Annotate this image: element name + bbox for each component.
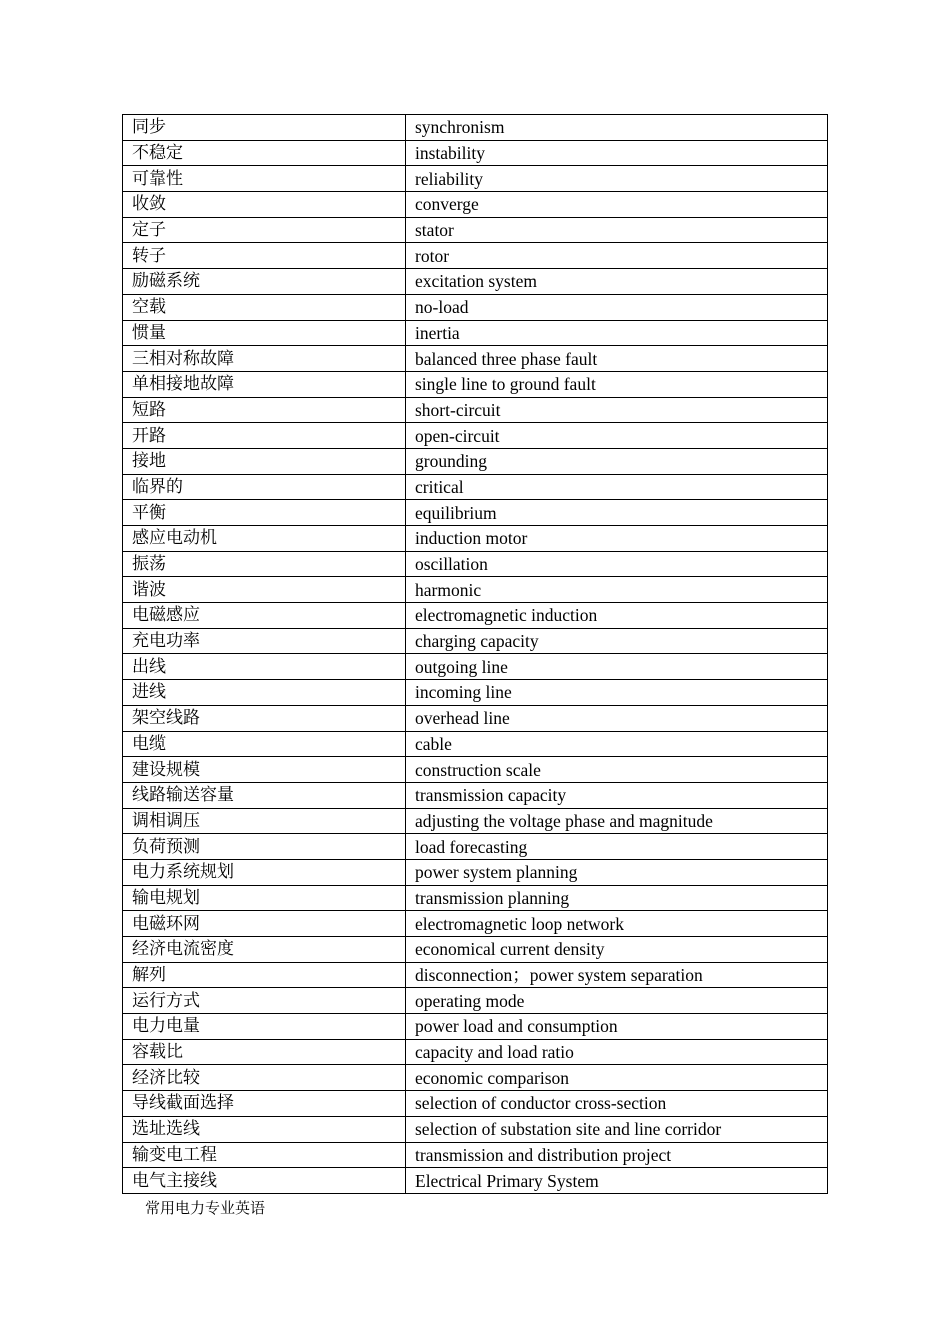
table-row bbox=[123, 988, 828, 1014]
english-term-cell: construction scale bbox=[406, 757, 828, 783]
chinese-term-cell: 短路 bbox=[123, 397, 406, 423]
chinese-term-cell: 振荡 bbox=[123, 551, 406, 577]
table-row bbox=[123, 705, 828, 731]
table-row bbox=[123, 834, 828, 860]
english-term-cell: open-circuit bbox=[406, 423, 828, 449]
table-row bbox=[123, 782, 828, 808]
table-row bbox=[123, 500, 828, 526]
chinese-term-cell: 电气主接线 bbox=[123, 1168, 406, 1194]
table-row bbox=[123, 192, 828, 218]
table-row bbox=[123, 1116, 828, 1142]
english-term-cell: outgoing line bbox=[406, 654, 828, 680]
english-term-cell: incoming line bbox=[406, 680, 828, 706]
english-term-cell: selection of conductor cross-section bbox=[406, 1091, 828, 1117]
table-row bbox=[123, 346, 828, 372]
chinese-term-cell: 出线 bbox=[123, 654, 406, 680]
english-term-cell: overhead line bbox=[406, 705, 828, 731]
english-term-cell: charging capacity bbox=[406, 628, 828, 654]
chinese-term-cell: 经济电流密度 bbox=[123, 937, 406, 963]
table-row bbox=[123, 1014, 828, 1040]
chinese-term-cell: 同步 bbox=[123, 115, 406, 141]
english-term-cell: critical bbox=[406, 474, 828, 500]
table-row bbox=[123, 448, 828, 474]
english-term-cell: excitation system bbox=[406, 269, 828, 295]
table-row bbox=[123, 911, 828, 937]
chinese-term-cell: 单相接地故障 bbox=[123, 371, 406, 397]
glossary-table bbox=[122, 114, 828, 1194]
glossary-table-body bbox=[123, 115, 828, 1194]
table-row bbox=[123, 551, 828, 577]
english-term-cell: economical current density bbox=[406, 937, 828, 963]
chinese-term-cell: 临界的 bbox=[123, 474, 406, 500]
chinese-term-cell: 容载比 bbox=[123, 1039, 406, 1065]
chinese-term-cell: 线路输送容量 bbox=[123, 782, 406, 808]
table-row bbox=[123, 140, 828, 166]
table-row bbox=[123, 320, 828, 346]
chinese-term-cell: 充电功率 bbox=[123, 628, 406, 654]
english-term-cell: instability bbox=[406, 140, 828, 166]
table-row bbox=[123, 731, 828, 757]
table-row bbox=[123, 1168, 828, 1194]
english-term-cell: single line to ground fault bbox=[406, 371, 828, 397]
table-row bbox=[123, 166, 828, 192]
table-row bbox=[123, 757, 828, 783]
chinese-term-cell: 三相对称故障 bbox=[123, 346, 406, 372]
table-row bbox=[123, 115, 828, 141]
chinese-term-cell: 空载 bbox=[123, 294, 406, 320]
table-row bbox=[123, 680, 828, 706]
english-term-cell: harmonic bbox=[406, 577, 828, 603]
chinese-term-cell: 惯量 bbox=[123, 320, 406, 346]
english-term-cell: Electrical Primary System bbox=[406, 1168, 828, 1194]
english-term-cell: selection of substation site and line corridor bbox=[406, 1116, 828, 1142]
table-row bbox=[123, 859, 828, 885]
table-row bbox=[123, 1039, 828, 1065]
english-term-cell: cable bbox=[406, 731, 828, 757]
english-term-cell: transmission capacity bbox=[406, 782, 828, 808]
english-term-cell: inertia bbox=[406, 320, 828, 346]
chinese-term-cell: 解列 bbox=[123, 962, 406, 988]
chinese-term-cell: 导线截面选择 bbox=[123, 1091, 406, 1117]
english-term-cell: short-circuit bbox=[406, 397, 828, 423]
english-term-cell: disconnection；power system separation bbox=[406, 962, 828, 988]
table-row bbox=[123, 885, 828, 911]
chinese-term-cell: 运行方式 bbox=[123, 988, 406, 1014]
table-row bbox=[123, 371, 828, 397]
english-term-cell: synchronism bbox=[406, 115, 828, 141]
chinese-term-cell: 电力系统规划 bbox=[123, 859, 406, 885]
english-term-cell: power system planning bbox=[406, 859, 828, 885]
chinese-term-cell: 电磁环网 bbox=[123, 911, 406, 937]
chinese-term-cell: 输变电工程 bbox=[123, 1142, 406, 1168]
chinese-term-cell: 架空线路 bbox=[123, 705, 406, 731]
table-row bbox=[123, 1065, 828, 1091]
english-term-cell: adjusting the voltage phase and magnitude bbox=[406, 808, 828, 834]
chinese-term-cell: 不稳定 bbox=[123, 140, 406, 166]
english-term-cell: induction motor bbox=[406, 526, 828, 552]
footer-caption: 常用电力专业英语 bbox=[145, 1199, 266, 1217]
chinese-term-cell: 谐波 bbox=[123, 577, 406, 603]
chinese-term-cell: 定子 bbox=[123, 217, 406, 243]
chinese-term-cell: 进线 bbox=[123, 680, 406, 706]
table-row bbox=[123, 526, 828, 552]
english-term-cell: load forecasting bbox=[406, 834, 828, 860]
english-term-cell: capacity and load ratio bbox=[406, 1039, 828, 1065]
english-term-cell: transmission planning bbox=[406, 885, 828, 911]
english-term-cell: economic comparison bbox=[406, 1065, 828, 1091]
english-term-cell: converge bbox=[406, 192, 828, 218]
chinese-term-cell: 经济比较 bbox=[123, 1065, 406, 1091]
chinese-term-cell: 输电规划 bbox=[123, 885, 406, 911]
english-term-cell: grounding bbox=[406, 448, 828, 474]
chinese-term-cell: 电缆 bbox=[123, 731, 406, 757]
table-row bbox=[123, 397, 828, 423]
english-term-cell: operating mode bbox=[406, 988, 828, 1014]
table-row bbox=[123, 603, 828, 629]
table-row bbox=[123, 423, 828, 449]
english-term-cell: rotor bbox=[406, 243, 828, 269]
chinese-term-cell: 感应电动机 bbox=[123, 526, 406, 552]
chinese-term-cell: 可靠性 bbox=[123, 166, 406, 192]
chinese-term-cell: 电磁感应 bbox=[123, 603, 406, 629]
chinese-term-cell: 收敛 bbox=[123, 192, 406, 218]
chinese-term-cell: 建设规模 bbox=[123, 757, 406, 783]
english-term-cell: electromagnetic induction bbox=[406, 603, 828, 629]
english-term-cell: electromagnetic loop network bbox=[406, 911, 828, 937]
chinese-term-cell: 电力电量 bbox=[123, 1014, 406, 1040]
table-row bbox=[123, 294, 828, 320]
table-row bbox=[123, 628, 828, 654]
chinese-term-cell: 励磁系统 bbox=[123, 269, 406, 295]
english-term-cell: equilibrium bbox=[406, 500, 828, 526]
chinese-term-cell: 开路 bbox=[123, 423, 406, 449]
table-row bbox=[123, 937, 828, 963]
english-term-cell: power load and consumption bbox=[406, 1014, 828, 1040]
chinese-term-cell: 选址选线 bbox=[123, 1116, 406, 1142]
table-row bbox=[123, 962, 828, 988]
table-row bbox=[123, 217, 828, 243]
table-row bbox=[123, 474, 828, 500]
table-row bbox=[123, 577, 828, 603]
english-term-cell: oscillation bbox=[406, 551, 828, 577]
table-row bbox=[123, 808, 828, 834]
chinese-term-cell: 平衡 bbox=[123, 500, 406, 526]
chinese-term-cell: 调相调压 bbox=[123, 808, 406, 834]
chinese-term-cell: 负荷预测 bbox=[123, 834, 406, 860]
table-row bbox=[123, 1091, 828, 1117]
english-term-cell: stator bbox=[406, 217, 828, 243]
english-term-cell: reliability bbox=[406, 166, 828, 192]
table-row bbox=[123, 654, 828, 680]
chinese-term-cell: 转子 bbox=[123, 243, 406, 269]
english-term-cell: transmission and distribution project bbox=[406, 1142, 828, 1168]
english-term-cell: balanced three phase fault bbox=[406, 346, 828, 372]
table-row bbox=[123, 269, 828, 295]
chinese-term-cell: 接地 bbox=[123, 448, 406, 474]
table-row bbox=[123, 1142, 828, 1168]
table-row bbox=[123, 243, 828, 269]
english-term-cell: no-load bbox=[406, 294, 828, 320]
